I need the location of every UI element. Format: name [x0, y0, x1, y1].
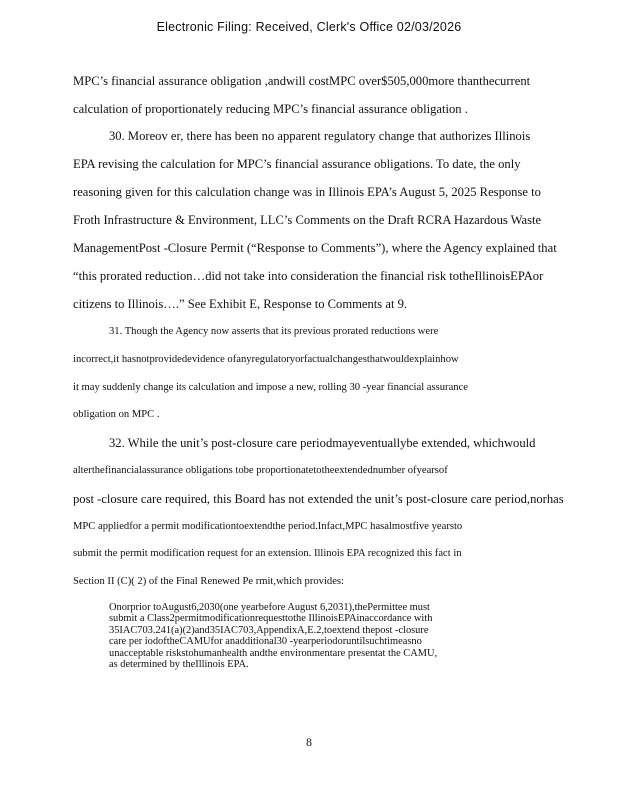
block-quote — [109, 602, 481, 670]
body-line: calculation of proportionately reducing MPC’s financial assurance obligation . — [73, 102, 468, 116]
body-line: obligation on MPC . — [73, 409, 160, 420]
body-line: MPC’s financial assurance obligation ,andwill costMPC over$505,000more thanthecurrent — [73, 74, 531, 88]
body-line: post -closure care required, this Board has not extended the unit’s post-closure care period,norhas — [73, 492, 564, 506]
quote-line: as determined by theIllinois EPA. — [109, 659, 249, 671]
body-line: incorrect,it hasnotprovidedevidence ofanyregulatoryorfactualchangesthatwouldexplainhow — [73, 354, 459, 365]
body-line: submit the permit modification request for an extension. Illinois EPA recognized this fact in — [73, 548, 462, 559]
quote-line: unacceptable riskstohumanhealth andthe environmentare presentat the CAMU, — [109, 647, 438, 659]
body-line: ManagementPost -Closure Permit (“Response to Comments”), where the Agency explained that — [73, 241, 557, 255]
page-number: 8 — [306, 735, 312, 749]
quote-line: 35IAC703.241(a)(2)and35IAC703,AppendixA,E.2,toextend thepost -closure — [109, 624, 429, 636]
quote-line: care per iodoftheCAMUfor anadditional30 -yearperiodoruntilsuchtimeasno — [109, 636, 422, 648]
paragraph-32-first-line: 32. While the unit’s post-closure care periodmayeventuallybe extended, whichwould — [109, 436, 536, 450]
body-line: Froth Infrastructure & Environment, LLC’s Comments on the Draft RCRA Hazardous Waste — [73, 213, 542, 227]
body-line: “this prorated reduction…did not take into consideration the financial risk totheIllinoisEPAor — [73, 269, 544, 283]
body-line: it may suddenly change its calculation and impose a new, rolling 30 -year financial assurance — [73, 382, 468, 393]
filing-header: Electronic Filing: Received, Clerk's Office 02/03/2026 — [156, 20, 462, 34]
body-line: MPC appliedfor a permit modificationtoextendthe period.Infact,MPC hasalmostfive yearsto — [73, 521, 463, 532]
paragraph-31-first-line: 31. Though the Agency now asserts that its previous prorated reductions were — [109, 326, 439, 337]
quote-line: Onorprior toAugust6,2030(one yearbefore August 6,2031),thePermittee must — [109, 602, 430, 613]
body-line: Section II (C)( 2) of the Final Renewed Pe rmit,which provides: — [73, 576, 344, 587]
quote-line: submit a Class2permitmodificationrequesttothe IllinoisEPAinaccordance with — [109, 613, 433, 625]
paragraph-30-first-line: 30. Moreov er, there has been no apparent regulatory change that authorizes Illinois — [109, 129, 531, 143]
body-line: EPA revising the calculation for MPC’s financial assurance obligations. To date, the only — [73, 157, 521, 171]
body-line: reasoning given for this calculation change was in Illinois EPA’s August 5, 2025 Response to — [73, 185, 541, 199]
body-line: alterthefinancialassurance obligations tobe proportionatetotheextendednumber ofyearsof — [73, 465, 448, 476]
body-line: citizens to Illinois….” See Exhibit E, Response to Comments at 9. — [73, 297, 408, 311]
